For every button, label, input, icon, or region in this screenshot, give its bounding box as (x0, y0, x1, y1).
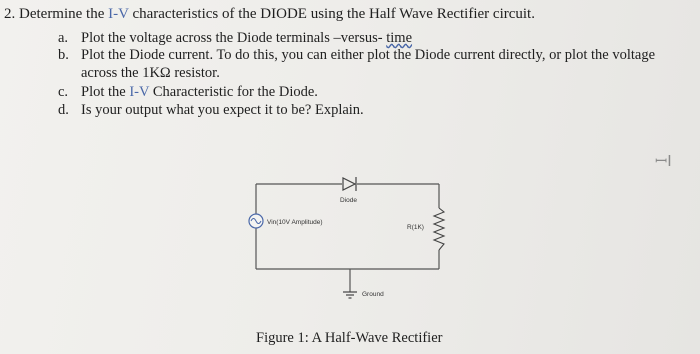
item-letter: d. (58, 102, 69, 118)
iv-term: I-V (108, 6, 129, 22)
question-title-prefix: 2. Determine the (4, 6, 109, 22)
item-letter: b. (58, 47, 69, 63)
item-a-text: Plot the voltage across the Diode terminals –versus- (81, 30, 387, 46)
item-c-before: Plot the (81, 84, 130, 100)
item-d-text: Is your output what you expect it to be? Explain. (81, 102, 364, 118)
item-b-line2: across the 1KΩ resistor. (81, 65, 220, 81)
source-label: Vin(10V Amplitude) (267, 219, 323, 226)
text-cursor-icon: ꟷI (655, 152, 672, 170)
resistor-label: R(1K) (407, 224, 424, 231)
ground-label: Ground (362, 291, 384, 298)
iv-term: I-V (129, 84, 150, 100)
figure-caption: Figure 1: A Half-Wave Rectifier (256, 330, 443, 346)
ground-symbol (343, 292, 357, 298)
diode-label: Diode (340, 197, 357, 204)
ac-source-symbol (249, 214, 263, 228)
item-b-line1: Plot the Diode current. To do this, you can either plot the Diode current directly, or plot the voltage (81, 47, 656, 63)
item-c-after: Characteristic for the Diode. (149, 84, 318, 100)
item-letter: a. (58, 30, 69, 46)
resistor-symbol (434, 208, 444, 250)
question-title-rest: characteristics of the DIODE using the Half Wave Rectifier circuit. (128, 6, 535, 22)
item-a-emph: time (386, 30, 413, 46)
item-letter: c. (58, 84, 69, 100)
diode-symbol (343, 177, 356, 191)
